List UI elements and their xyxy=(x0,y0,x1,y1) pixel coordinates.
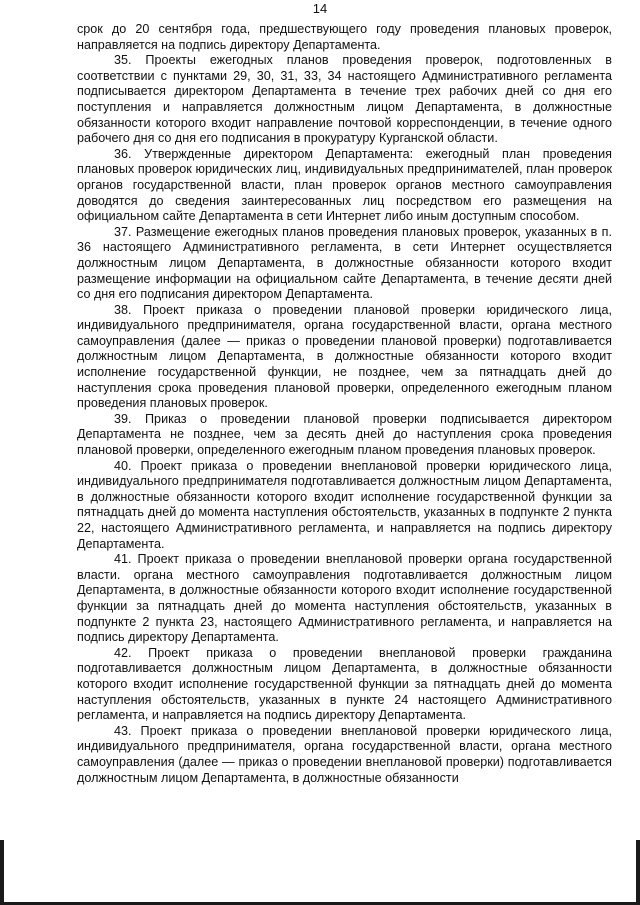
scan-edge-left xyxy=(0,840,4,905)
paragraph-39: 39. Приказ о проведении плановой проверки подписывается директором Департамента не позднее, чем за десять дней до наступления срока проведения плановой проверки, определенного ежегодным планом проведения плановых проверок. xyxy=(77,411,612,458)
scan-edge-right xyxy=(636,840,640,905)
paragraph-43: 43. Проект приказа о проведении внеплановой проверки юридического лица, индивидуального предпринимателя, органа государственной власти, органа местного самоуправления (далее — приказ о проведении внеплановой проверки) подготавливается должностным лицом Департамента, в должностные обязанности xyxy=(77,723,612,785)
paragraph-36: 36. Утвержденные директором Департамента: ежегодный план проведения плановых проверок юридических лиц, индивидуальных предпринимателей, план проверок органов государственной власти, план проверок органов местного самоуправления доводятся до сведения заинтересованных лиц посредством его размещения на официальном сайте Департамента в сети Интернет либо иным доступным способом. xyxy=(77,146,612,224)
paragraph-40: 40. Проект приказа о проведении внеплановой проверки юридического лица, индивидуального предпринимателя подготавливается должностным лицом Департамента, в должностные обязанности которого входит исполнение государственной функции за пятнадцать дней до момента наступления обстоятельств, указанных в подпункте 2 пункта 22, настоящего Административного регламента, и направляется на подпись директору Департамента. xyxy=(77,458,612,551)
paragraph-37: 37. Размещение ежегодных планов проведения плановых проверок, указанных в п. 36 настоящего Административного регламента, в сети Интернет осуществляется должностным лицом Департамента, в должностные обязанности которого входит размещение информации на официальном сайте Департамента, в течение десяти дней со дня его подписания директором Департамента. xyxy=(77,224,612,302)
paragraph-42: 42. Проект приказа о проведении внеплановой проверки гражданина подготавливается должностным лицом Департамента, в должностные обязанности которого входит исполнение государственной функции за пятнадцать дней до момента наступления обстоятельств, указанных в пункте 24 настоящего Административного регламента, и направляется на подпись директору Департамента. xyxy=(77,645,612,723)
page-number: 14 xyxy=(312,1,328,16)
document-body xyxy=(77,22,612,786)
paragraph-continuation: срок до 20 сентября года, предшествующего году проведения плановых проверок, направляется на подпись директору Департамента. xyxy=(77,22,612,52)
paragraph-38: 38. Проект приказа о проведении плановой проверки юридического лица, индивидуального предпринимателя, органа государственной власти, органа местного самоуправления (далее — приказ о проведении плановой проверки) подготавливается должностным лицом Департамента, в должностные обязанности которого входит исполнение государственной функции, не позднее, чем за пятнадцать дней до наступления срока проведения плановой проверки, определенного ежегодным планом проведения плановых проверок. xyxy=(77,302,612,411)
paragraph-35: 35. Проекты ежегодных планов проведения проверок, подготовленных в соответствии с пунктами 29, 30, 31, 33, 34 настоящего Административного регламента подписывается директором Департамента в течение трех рабочих дней со дня его поступления и направляется должностным лицом Департамента, в должностные обязанности которого входит направление почтовой корреспонденции, в течение одного рабочего дня со дня его подписания в прокуратуру Курганской области. xyxy=(77,53,612,146)
paragraph-41: 41. Проект приказа о проведении внеплановой проверки органа государственной власти. органа местного самоуправления подготавливается должностным лицом Департамента, в должностные обязанности которого входит исполнение государственной функции за пятнадцать дней до момента наступления обстоятельств, указанных в подпункте 2 пункта 23, настоящего Административного регламента, и направляется на подпись директору Департамента. xyxy=(77,552,612,645)
